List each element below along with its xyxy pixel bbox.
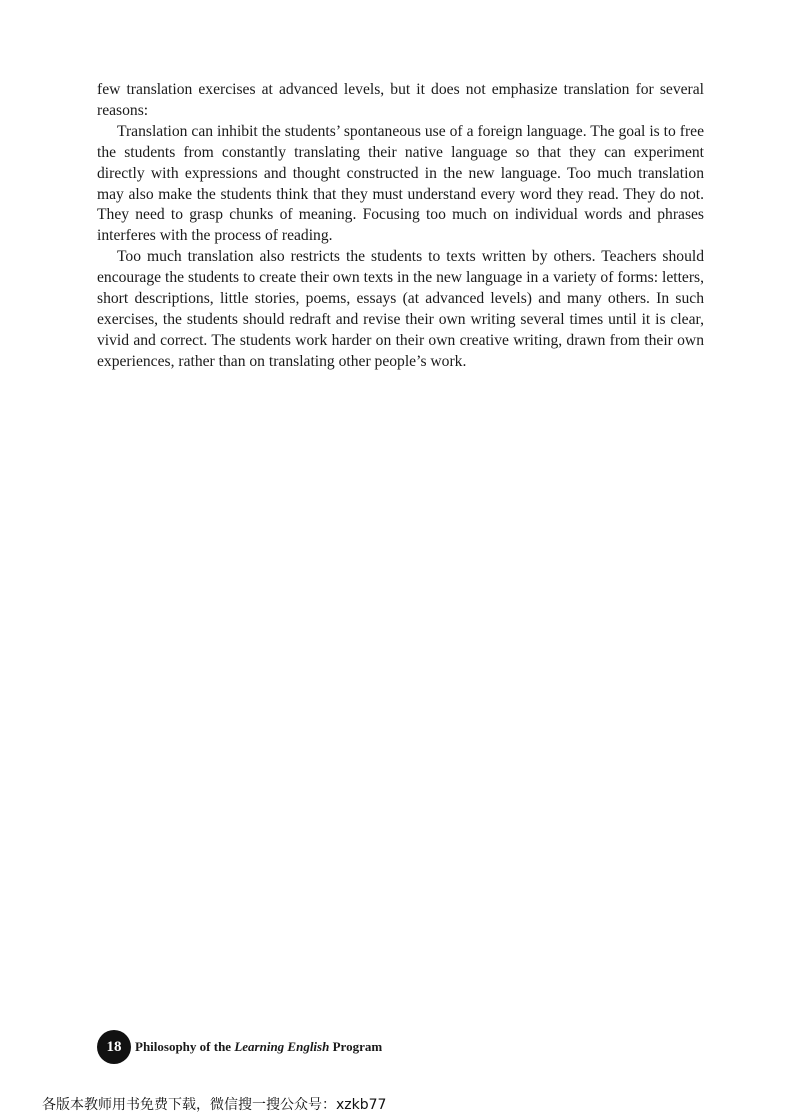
running-footer-text-start: Philosophy of the <box>135 1039 235 1054</box>
watermark-text: 各版本教师用书免费下载，微信搜一搜公众号：xzkb77 <box>42 1097 387 1113</box>
running-footer-italic-title: Learning English <box>234 1039 330 1054</box>
paragraph-translation-inhibits: Translation can inhibit the students’ spontaneous use of a foreign language. The goal is to free the students from constantly translating their native language so that they can experiment directly with expressions and thought constructed in the new language. Too much translation may also make the students think that they must understand every word they read. They do not. They need to grasp chunks of meaning. Focusing too much on individual words and phrases interferes with the process of reading. <box>97 122 704 245</box>
running-footer-text-end: Program <box>329 1039 383 1054</box>
running-footer-title <box>135 1039 382 1055</box>
page-footer <box>97 1030 382 1064</box>
page-body <box>97 80 704 373</box>
paragraph-translation-restricts: Too much translation also restricts the students to texts written by others. Teachers should encourage the students to create their own texts in the new language in a variety of forms: letters, short descriptions, little stories, poems, essays (at advanced levels) and many others. In such exercises, the students should redraft and revise their own writing several times until it is clear, vivid and correct. The students work harder on their own creative writing, drawn from their own experiences, rather than on translating other people’s work. <box>97 248 704 370</box>
paragraph-continued: few translation exercises at advanced levels, but it does not emphasize translation for several reasons: <box>97 81 704 119</box>
page-number-badge: 18 <box>97 1030 131 1064</box>
